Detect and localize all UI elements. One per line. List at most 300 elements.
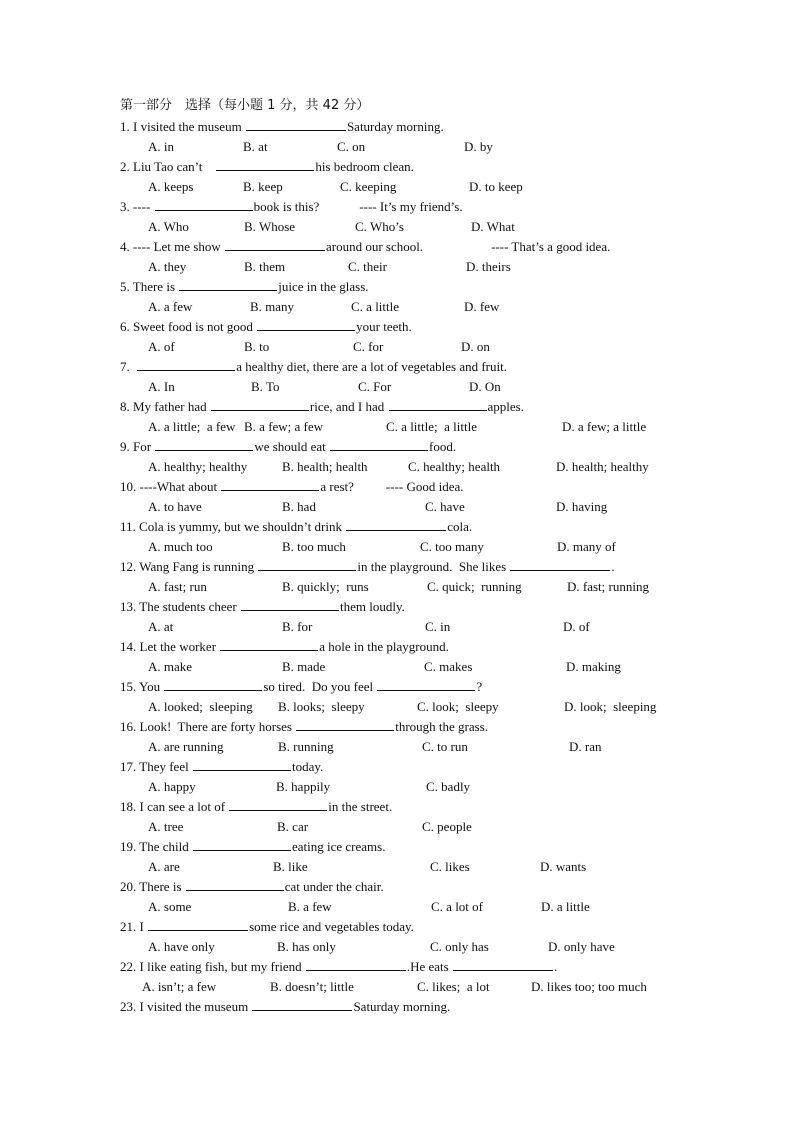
- option-text: healthy; healthy: [163, 459, 248, 474]
- option-label: A.: [148, 739, 161, 754]
- option-text: a few; a little: [577, 419, 647, 434]
- question-text: juice in the glass.: [278, 279, 369, 294]
- option-text: by: [479, 139, 493, 154]
- option-text: happy: [163, 779, 196, 794]
- option-text: keeps: [163, 179, 194, 194]
- question-number: 7.: [120, 359, 130, 374]
- option-label: A.: [148, 419, 161, 434]
- option-c[interactable]: [420, 537, 484, 557]
- option-a[interactable]: [148, 617, 173, 637]
- option-a[interactable]: [148, 177, 194, 197]
- option-text: had: [297, 499, 316, 514]
- option-c[interactable]: [424, 657, 472, 677]
- option-label: C.: [426, 779, 438, 794]
- option-text: at: [258, 139, 268, 154]
- option-label: D.: [469, 179, 482, 194]
- question-stem: [120, 357, 507, 377]
- question-text: cola.: [447, 519, 473, 534]
- option-label: B.: [244, 219, 256, 234]
- option-text: are: [163, 859, 180, 874]
- options-row: [0, 257, 794, 277]
- option-c[interactable]: [348, 257, 387, 277]
- option-b[interactable]: [282, 577, 369, 597]
- option-d[interactable]: [464, 297, 499, 317]
- option-b[interactable]: [251, 377, 279, 397]
- answer-blank[interactable]: [257, 318, 355, 331]
- option-text: at: [163, 619, 174, 634]
- option-text: What: [486, 219, 515, 234]
- option-c[interactable]: [422, 737, 468, 757]
- option-text: they: [163, 259, 187, 274]
- option-c[interactable]: [417, 697, 499, 717]
- option-b[interactable]: [282, 617, 312, 637]
- question-text: Wang Fang is running: [139, 559, 258, 574]
- option-text: badly: [441, 779, 471, 794]
- question-stem: [120, 157, 414, 177]
- option-label: D.: [562, 419, 575, 434]
- question-number: 18.: [120, 799, 137, 814]
- option-text: keep: [258, 179, 283, 194]
- options-row: [0, 137, 794, 157]
- answer-blank[interactable]: [510, 558, 610, 571]
- question-text: so tired. Do you feel: [263, 679, 377, 694]
- option-label: D.: [563, 619, 576, 634]
- option-c[interactable]: [386, 417, 477, 437]
- option-a[interactable]: [148, 737, 223, 757]
- option-b[interactable]: [282, 537, 346, 557]
- option-text: look; sleepy: [432, 699, 499, 714]
- question-text: in the playground. She likes: [357, 559, 510, 574]
- option-text: for: [368, 339, 384, 354]
- option-text: have: [440, 499, 465, 514]
- option-a[interactable]: [142, 977, 216, 997]
- option-a[interactable]: [148, 417, 235, 437]
- answer-blank[interactable]: [211, 398, 309, 411]
- option-text: To: [265, 379, 280, 394]
- option-d[interactable]: [531, 977, 647, 997]
- question-text: Cola is yummy, but we shouldn’t drink: [139, 519, 346, 534]
- option-b[interactable]: [244, 417, 323, 437]
- question-stem: [120, 757, 323, 777]
- option-text: Who’s: [369, 219, 404, 234]
- question-text: .He eats: [406, 959, 452, 974]
- option-c[interactable]: [408, 457, 500, 477]
- question-text: book is this?: [253, 199, 320, 214]
- section-title: 第一部分 选择（每小题 1 分，共 42 分）: [120, 98, 370, 113]
- option-c[interactable]: [427, 577, 522, 597]
- option-d[interactable]: [556, 497, 607, 517]
- option-a[interactable]: [148, 537, 213, 557]
- option-label: C.: [427, 579, 439, 594]
- option-text: health; health: [297, 459, 368, 474]
- question-text: My father had: [133, 399, 210, 414]
- option-c[interactable]: [425, 497, 465, 517]
- option-a[interactable]: [148, 457, 247, 477]
- option-a[interactable]: [148, 657, 192, 677]
- option-a[interactable]: [148, 817, 183, 837]
- option-a[interactable]: [148, 857, 180, 877]
- option-text: of: [163, 339, 175, 354]
- option-b[interactable]: [282, 657, 325, 677]
- question-number: 9.: [120, 439, 130, 454]
- option-c[interactable]: [431, 897, 483, 917]
- question-text: them loudly.: [339, 599, 405, 614]
- option-label: C.: [353, 339, 365, 354]
- option-text: making: [581, 659, 621, 674]
- option-a[interactable]: [148, 897, 191, 917]
- question-text: You: [139, 679, 164, 694]
- option-text: a few: [163, 299, 193, 314]
- option-label: C.: [417, 979, 429, 994]
- option-label: D.: [466, 259, 479, 274]
- option-label: D.: [557, 539, 570, 554]
- option-c[interactable]: [430, 857, 470, 877]
- option-label: B.: [243, 139, 255, 154]
- option-d[interactable]: [562, 417, 646, 437]
- option-b[interactable]: [243, 137, 268, 157]
- option-label: C.: [430, 859, 442, 874]
- option-d[interactable]: [557, 537, 616, 557]
- option-label: B.: [282, 539, 294, 554]
- option-text: likes: [445, 859, 470, 874]
- option-c[interactable]: [351, 297, 399, 317]
- option-c[interactable]: [430, 937, 489, 957]
- option-b[interactable]: [244, 337, 269, 357]
- option-d[interactable]: [567, 577, 649, 597]
- question-text: a hole in the playground.: [319, 639, 449, 654]
- question-text: There is: [139, 879, 185, 894]
- answer-blank[interactable]: [306, 958, 406, 971]
- question-text: through the grass.: [395, 719, 488, 734]
- question-stem: [120, 477, 464, 497]
- option-b[interactable]: [278, 737, 334, 757]
- option-label: B.: [282, 499, 294, 514]
- option-label: C.: [425, 499, 437, 514]
- option-a[interactable]: [148, 257, 186, 277]
- answer-blank[interactable]: [221, 478, 319, 491]
- option-a[interactable]: [148, 577, 207, 597]
- question-number: 21.: [120, 919, 137, 934]
- option-b[interactable]: [243, 177, 283, 197]
- answer-blank[interactable]: [246, 118, 346, 131]
- answer-blank[interactable]: [186, 878, 284, 891]
- options-row: [0, 297, 794, 317]
- question-stem: [120, 677, 482, 697]
- option-label: A.: [148, 659, 161, 674]
- question-number: 22.: [120, 959, 137, 974]
- option-b[interactable]: [288, 897, 332, 917]
- option-text: a few: [303, 899, 332, 914]
- option-d[interactable]: [464, 137, 493, 157]
- answer-blank[interactable]: [346, 518, 446, 531]
- question-stem: [120, 237, 610, 257]
- option-label: A.: [148, 899, 161, 914]
- options-row: [0, 937, 794, 957]
- options-row: [0, 177, 794, 197]
- option-label: D.: [464, 139, 477, 154]
- answer-blank[interactable]: [193, 758, 291, 771]
- question-number: 23.: [120, 999, 137, 1014]
- option-label: D.: [464, 299, 477, 314]
- option-d[interactable]: [469, 377, 501, 397]
- option-label: D.: [471, 219, 484, 234]
- option-text: doesn’t; little: [285, 979, 354, 994]
- option-a[interactable]: [148, 697, 253, 717]
- option-label: A.: [148, 379, 161, 394]
- option-label: A.: [148, 219, 161, 234]
- answer-blank[interactable]: [148, 918, 248, 931]
- question-text: today.: [291, 759, 324, 774]
- question-stem: [120, 877, 384, 897]
- option-label: A.: [142, 979, 155, 994]
- option-label: C.: [425, 619, 437, 634]
- question-stem: [120, 517, 472, 537]
- option-label: B.: [282, 659, 294, 674]
- question-text: Liu Tao can’t: [133, 159, 216, 174]
- option-b[interactable]: [277, 937, 336, 957]
- option-d[interactable]: [563, 617, 590, 637]
- option-a[interactable]: [148, 137, 174, 157]
- option-label: B.: [282, 459, 294, 474]
- answer-blank[interactable]: [453, 958, 553, 971]
- option-text: quickly; runs: [297, 579, 369, 594]
- option-label: A.: [148, 299, 161, 314]
- answer-blank[interactable]: [137, 358, 235, 371]
- question-number: 17.: [120, 759, 137, 774]
- option-b[interactable]: [277, 817, 308, 837]
- options-row: [0, 497, 794, 517]
- option-label: C.: [420, 539, 432, 554]
- option-label: B.: [277, 939, 289, 954]
- option-text: to run: [437, 739, 468, 754]
- option-d[interactable]: [566, 657, 621, 677]
- option-label: D.: [461, 339, 474, 354]
- option-label: D.: [469, 379, 482, 394]
- option-text: theirs: [481, 259, 511, 274]
- question-text: eating ice creams.: [291, 839, 386, 854]
- options-row: [0, 337, 794, 357]
- option-b[interactable]: [282, 497, 316, 517]
- option-b[interactable]: [278, 697, 365, 717]
- option-label: D.: [569, 739, 582, 754]
- option-b[interactable]: [250, 297, 294, 317]
- question-stem: [120, 117, 444, 137]
- option-b[interactable]: [244, 217, 295, 237]
- answer-blank[interactable]: [389, 398, 487, 411]
- option-text: ran: [584, 739, 602, 754]
- option-a[interactable]: [148, 297, 192, 317]
- question-stem: [120, 957, 557, 977]
- answer-blank[interactable]: [225, 238, 325, 251]
- question-text: .: [553, 959, 558, 974]
- option-d[interactable]: [556, 457, 649, 477]
- option-label: C.: [348, 259, 360, 274]
- option-b[interactable]: [270, 977, 354, 997]
- question-text: The students cheer: [139, 599, 240, 614]
- option-b[interactable]: [244, 257, 285, 277]
- answer-blank[interactable]: [241, 598, 339, 611]
- option-d[interactable]: [541, 897, 590, 917]
- question-stem: [120, 397, 524, 417]
- options-row: [0, 777, 794, 797]
- question-text: his bedroom clean.: [315, 159, 414, 174]
- option-d[interactable]: [471, 217, 515, 237]
- question-stem: [120, 637, 449, 657]
- option-a[interactable]: [148, 497, 202, 517]
- answer-blank[interactable]: [229, 798, 327, 811]
- option-c[interactable]: [425, 617, 450, 637]
- option-d[interactable]: [564, 697, 656, 717]
- question-text: Let the worker: [139, 639, 220, 654]
- option-label: B.: [250, 299, 262, 314]
- option-d[interactable]: [548, 937, 615, 957]
- option-text: for: [297, 619, 313, 634]
- option-label: A.: [148, 459, 161, 474]
- option-c[interactable]: [426, 777, 470, 797]
- answer-blank[interactable]: [377, 678, 475, 691]
- option-text: For: [373, 379, 392, 394]
- options-row: [0, 617, 794, 637]
- question-number: 11.: [120, 519, 136, 534]
- question-text: Saturday morning.: [353, 999, 451, 1014]
- option-c[interactable]: [353, 337, 383, 357]
- option-text: looks; sleepy: [293, 699, 365, 714]
- question-number: 20.: [120, 879, 137, 894]
- option-text: many: [265, 299, 295, 314]
- option-d[interactable]: [569, 737, 602, 757]
- option-text: looked; sleeping: [163, 699, 253, 714]
- question-number: 14.: [120, 639, 137, 654]
- question-number: 19.: [120, 839, 137, 854]
- options-row: [0, 737, 794, 757]
- options-row: [0, 217, 794, 237]
- option-label: B.: [282, 619, 294, 634]
- option-label: B.: [277, 819, 289, 834]
- option-label: C.: [408, 459, 420, 474]
- option-a[interactable]: [148, 217, 189, 237]
- option-c[interactable]: [358, 377, 391, 397]
- options-row: [0, 377, 794, 397]
- option-c[interactable]: [417, 977, 490, 997]
- option-text: a lot of: [446, 899, 483, 914]
- option-a[interactable]: [148, 377, 175, 397]
- option-label: C.: [422, 819, 434, 834]
- question-number: 16.: [120, 719, 137, 734]
- option-b[interactable]: [273, 857, 308, 877]
- option-label: C.: [358, 379, 370, 394]
- question-text: some rice and vegetables today.: [249, 919, 414, 934]
- question-text: ---- Good idea.: [385, 479, 464, 494]
- question-number: 12.: [120, 559, 137, 574]
- options-row: [0, 657, 794, 677]
- option-a[interactable]: [148, 777, 196, 797]
- answer-blank[interactable]: [296, 718, 394, 731]
- question-text: around our school.: [325, 239, 424, 254]
- option-c[interactable]: [422, 817, 472, 837]
- option-c[interactable]: [340, 177, 396, 197]
- option-text: On: [484, 379, 501, 394]
- answer-blank[interactable]: [252, 998, 352, 1011]
- answer-blank[interactable]: [330, 438, 428, 451]
- option-d[interactable]: [466, 257, 511, 277]
- option-d[interactable]: [540, 857, 586, 877]
- options-row: [0, 977, 794, 997]
- option-text: having: [571, 499, 608, 514]
- option-text: a few; a few: [259, 419, 324, 434]
- option-label: C.: [424, 659, 436, 674]
- option-text: a little; a few: [163, 419, 236, 434]
- question-stem: [120, 437, 456, 457]
- option-label: D.: [548, 939, 561, 954]
- answer-blank[interactable]: [258, 558, 356, 571]
- option-label: A.: [148, 499, 161, 514]
- option-text: health; healthy: [571, 459, 649, 474]
- option-text: of: [578, 619, 590, 634]
- answer-blank[interactable]: [155, 438, 253, 451]
- option-text: only has: [445, 939, 489, 954]
- option-a[interactable]: [148, 337, 175, 357]
- option-c[interactable]: [337, 137, 365, 157]
- option-label: D.: [531, 979, 544, 994]
- question-text: a healthy diet, there are a lot of vegetables and fruit.: [236, 359, 507, 374]
- option-text: makes: [439, 659, 473, 674]
- option-text: running: [293, 739, 334, 754]
- option-text: fast; running: [582, 579, 649, 594]
- question-text: I visited the museum: [139, 999, 252, 1014]
- option-b[interactable]: [282, 457, 368, 477]
- option-label: D.: [567, 579, 580, 594]
- question-text: apples.: [487, 399, 524, 414]
- answer-blank[interactable]: [193, 838, 291, 851]
- option-d[interactable]: [469, 177, 523, 197]
- option-text: to have: [163, 499, 202, 514]
- option-text: healthy; health: [423, 459, 501, 474]
- question-text: Look! There are forty horses: [139, 719, 296, 734]
- option-d[interactable]: [461, 337, 490, 357]
- option-a[interactable]: [148, 937, 215, 957]
- answer-blank[interactable]: [179, 278, 277, 291]
- question-text: .: [611, 559, 615, 574]
- options-row: [0, 577, 794, 597]
- option-label: D.: [564, 699, 577, 714]
- question-stem: [120, 917, 414, 937]
- option-text: them: [259, 259, 286, 274]
- answer-blank[interactable]: [155, 198, 253, 211]
- question-text: we should eat: [254, 439, 330, 454]
- answer-blank[interactable]: [216, 158, 314, 171]
- option-text: quick; running: [442, 579, 522, 594]
- option-text: their: [363, 259, 387, 274]
- options-row: [0, 897, 794, 917]
- option-text: a little; a little: [401, 419, 477, 434]
- question-text: I: [139, 919, 148, 934]
- answer-blank[interactable]: [220, 638, 318, 651]
- option-text: fast; run: [163, 579, 207, 594]
- option-text: keeping: [355, 179, 397, 194]
- question-stem: [120, 557, 615, 577]
- option-c[interactable]: [355, 217, 404, 237]
- options-row: [0, 817, 794, 837]
- answer-blank[interactable]: [164, 678, 262, 691]
- question-text: food.: [429, 439, 457, 454]
- question-stem: [120, 597, 405, 617]
- option-label: A.: [148, 259, 161, 274]
- question-text: in the street.: [328, 799, 393, 814]
- option-b[interactable]: [276, 777, 330, 797]
- question-text: rice, and I had: [309, 399, 388, 414]
- option-label: D.: [556, 459, 569, 474]
- option-label: B.: [243, 179, 255, 194]
